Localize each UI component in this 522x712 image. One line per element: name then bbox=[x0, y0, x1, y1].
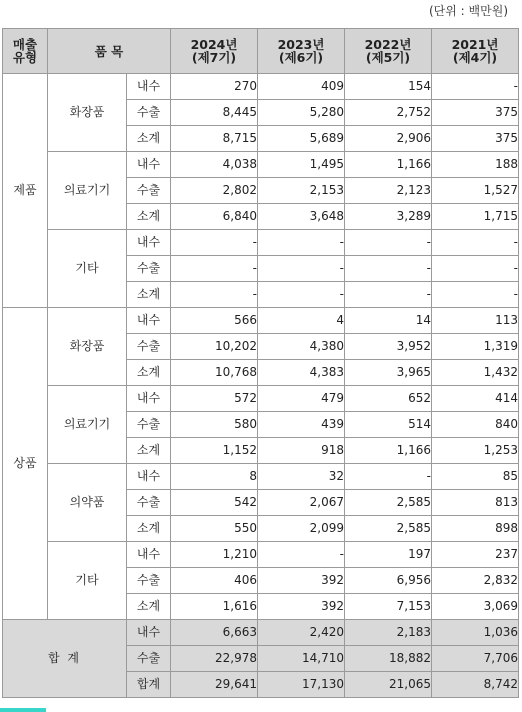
value-cell: 1,527 bbox=[432, 178, 519, 204]
value-cell: - bbox=[258, 282, 345, 308]
header-year-2023: 2023년 (제6기) bbox=[258, 29, 345, 74]
value-cell: 3,069 bbox=[432, 594, 519, 620]
item-name-cell: 기타 bbox=[48, 542, 127, 620]
table-body bbox=[3, 74, 519, 698]
item-name-cell: 기타 bbox=[48, 230, 127, 308]
value-cell: 2,420 bbox=[258, 620, 345, 646]
sub-category-cell: 내수 bbox=[127, 386, 171, 412]
header-year-2022: 2022년 (제5기) bbox=[345, 29, 432, 74]
value-cell: 898 bbox=[432, 516, 519, 542]
value-cell: 237 bbox=[432, 542, 519, 568]
value-cell: - bbox=[258, 542, 345, 568]
table-row bbox=[3, 230, 519, 256]
value-cell: 3,648 bbox=[258, 204, 345, 230]
value-cell: 113 bbox=[432, 308, 519, 334]
table-header-row bbox=[3, 29, 519, 74]
sub-category-cell: 내수 bbox=[127, 308, 171, 334]
sub-category-cell: 내수 bbox=[127, 464, 171, 490]
value-cell: 813 bbox=[432, 490, 519, 516]
value-cell: 2,585 bbox=[345, 516, 432, 542]
sub-category-cell: 내수 bbox=[127, 74, 171, 100]
item-name-cell: 화장품 bbox=[48, 308, 127, 386]
value-cell: 2,183 bbox=[345, 620, 432, 646]
value-cell: 3,289 bbox=[345, 204, 432, 230]
value-cell: 414 bbox=[432, 386, 519, 412]
value-cell: 188 bbox=[432, 152, 519, 178]
item-name-cell: 화장품 bbox=[48, 74, 127, 152]
sub-category-cell: 소계 bbox=[127, 282, 171, 308]
sub-category-cell: 수출 bbox=[127, 490, 171, 516]
item-name-cell: 의약품 bbox=[48, 464, 127, 542]
value-cell: 1,036 bbox=[432, 620, 519, 646]
value-cell: 14,710 bbox=[258, 646, 345, 672]
value-cell: 3,952 bbox=[345, 334, 432, 360]
value-cell: 409 bbox=[258, 74, 345, 100]
value-cell: 1,210 bbox=[171, 542, 258, 568]
value-cell: 1,166 bbox=[345, 152, 432, 178]
sub-category-cell: 내수 bbox=[127, 542, 171, 568]
value-cell: 652 bbox=[345, 386, 432, 412]
unit-label: (단위 : 백만원) bbox=[429, 4, 508, 18]
sales-type-cell: 상품 bbox=[3, 308, 48, 620]
table-row bbox=[3, 464, 519, 490]
total-label-cell: 합 계 bbox=[3, 620, 127, 698]
value-cell: 1,715 bbox=[432, 204, 519, 230]
value-cell: 154 bbox=[345, 74, 432, 100]
header-sales-type: 매출 유형 bbox=[3, 29, 48, 74]
value-cell: - bbox=[258, 230, 345, 256]
value-cell: 550 bbox=[171, 516, 258, 542]
item-name-cell: 의료기기 bbox=[48, 386, 127, 464]
value-cell: 5,689 bbox=[258, 126, 345, 152]
value-cell: - bbox=[258, 256, 345, 282]
sub-category-cell: 소계 bbox=[127, 516, 171, 542]
value-cell: 392 bbox=[258, 568, 345, 594]
value-cell: 6,663 bbox=[171, 620, 258, 646]
value-cell: 439 bbox=[258, 412, 345, 438]
value-cell: 406 bbox=[171, 568, 258, 594]
sub-category-cell: 수출 bbox=[127, 100, 171, 126]
value-cell: 270 bbox=[171, 74, 258, 100]
value-cell: 6,840 bbox=[171, 204, 258, 230]
value-cell: - bbox=[432, 256, 519, 282]
value-cell: 17,130 bbox=[258, 672, 345, 698]
value-cell: 2,906 bbox=[345, 126, 432, 152]
value-cell: 2,099 bbox=[258, 516, 345, 542]
value-cell: 21,065 bbox=[345, 672, 432, 698]
value-cell: 4,383 bbox=[258, 360, 345, 386]
value-cell: - bbox=[171, 256, 258, 282]
value-cell: 10,768 bbox=[171, 360, 258, 386]
value-cell: 1,253 bbox=[432, 438, 519, 464]
value-cell: 514 bbox=[345, 412, 432, 438]
value-cell: - bbox=[345, 282, 432, 308]
sub-category-cell: 내수 bbox=[127, 152, 171, 178]
value-cell: 7,153 bbox=[345, 594, 432, 620]
value-cell: 2,832 bbox=[432, 568, 519, 594]
value-cell: 8,742 bbox=[432, 672, 519, 698]
value-cell: 2,802 bbox=[171, 178, 258, 204]
table-row bbox=[3, 542, 519, 568]
value-cell: 566 bbox=[171, 308, 258, 334]
value-cell: 85 bbox=[432, 464, 519, 490]
value-cell: 4,038 bbox=[171, 152, 258, 178]
value-cell: - bbox=[171, 282, 258, 308]
value-cell: 8,715 bbox=[171, 126, 258, 152]
table-row bbox=[3, 386, 519, 412]
value-cell: 29,641 bbox=[171, 672, 258, 698]
value-cell: 918 bbox=[258, 438, 345, 464]
total-row bbox=[3, 620, 519, 646]
item-name-cell: 의료기기 bbox=[48, 152, 127, 230]
value-cell: 32 bbox=[258, 464, 345, 490]
value-cell: 392 bbox=[258, 594, 345, 620]
value-cell: - bbox=[345, 256, 432, 282]
value-cell: - bbox=[432, 230, 519, 256]
table-row bbox=[3, 152, 519, 178]
sales-type-cell: 제품 bbox=[3, 74, 48, 308]
value-cell: 2,123 bbox=[345, 178, 432, 204]
value-cell: - bbox=[345, 230, 432, 256]
sub-category-cell: 소계 bbox=[127, 594, 171, 620]
value-cell: 375 bbox=[432, 100, 519, 126]
value-cell: 2,153 bbox=[258, 178, 345, 204]
sub-category-cell: 내수 bbox=[127, 620, 171, 646]
value-cell: 8,445 bbox=[171, 100, 258, 126]
value-cell: 6,956 bbox=[345, 568, 432, 594]
value-cell: 18,882 bbox=[345, 646, 432, 672]
value-cell: - bbox=[432, 74, 519, 100]
value-cell: 7,706 bbox=[432, 646, 519, 672]
sub-category-cell: 수출 bbox=[127, 178, 171, 204]
value-cell: 2,585 bbox=[345, 490, 432, 516]
header-year-2021: 2021년 (제4기) bbox=[432, 29, 519, 74]
value-cell: 5,280 bbox=[258, 100, 345, 126]
value-cell: 1,319 bbox=[432, 334, 519, 360]
value-cell: 197 bbox=[345, 542, 432, 568]
table-row bbox=[3, 308, 519, 334]
value-cell: 10,202 bbox=[171, 334, 258, 360]
sub-category-cell: 수출 bbox=[127, 646, 171, 672]
value-cell: 2,067 bbox=[258, 490, 345, 516]
value-cell: 479 bbox=[258, 386, 345, 412]
sub-category-cell: 소계 bbox=[127, 360, 171, 386]
value-cell: 375 bbox=[432, 126, 519, 152]
sales-table bbox=[2, 28, 519, 698]
value-cell: 4 bbox=[258, 308, 345, 334]
value-cell: 1,152 bbox=[171, 438, 258, 464]
sub-category-cell: 수출 bbox=[127, 568, 171, 594]
sub-category-cell: 소계 bbox=[127, 438, 171, 464]
sub-category-cell: 소계 bbox=[127, 126, 171, 152]
table-row bbox=[3, 74, 519, 100]
value-cell: 3,965 bbox=[345, 360, 432, 386]
accent-bar bbox=[0, 708, 46, 712]
sub-category-cell: 수출 bbox=[127, 256, 171, 282]
header-item: 품 목 bbox=[48, 29, 171, 74]
sub-category-cell: 소계 bbox=[127, 204, 171, 230]
value-cell: 542 bbox=[171, 490, 258, 516]
value-cell: 1,616 bbox=[171, 594, 258, 620]
value-cell: 572 bbox=[171, 386, 258, 412]
sub-category-cell: 수출 bbox=[127, 412, 171, 438]
value-cell: 1,495 bbox=[258, 152, 345, 178]
sub-category-cell: 내수 bbox=[127, 230, 171, 256]
header-year-2024: 2024년 (제7기) bbox=[171, 29, 258, 74]
value-cell: 2,752 bbox=[345, 100, 432, 126]
sub-category-cell: 합계 bbox=[127, 672, 171, 698]
value-cell: - bbox=[171, 230, 258, 256]
value-cell: 1,432 bbox=[432, 360, 519, 386]
value-cell: 4,380 bbox=[258, 334, 345, 360]
value-cell: 1,166 bbox=[345, 438, 432, 464]
value-cell: - bbox=[345, 464, 432, 490]
value-cell: 580 bbox=[171, 412, 258, 438]
value-cell: 8 bbox=[171, 464, 258, 490]
value-cell: 14 bbox=[345, 308, 432, 334]
value-cell: - bbox=[432, 282, 519, 308]
value-cell: 840 bbox=[432, 412, 519, 438]
sub-category-cell: 수출 bbox=[127, 334, 171, 360]
value-cell: 22,978 bbox=[171, 646, 258, 672]
